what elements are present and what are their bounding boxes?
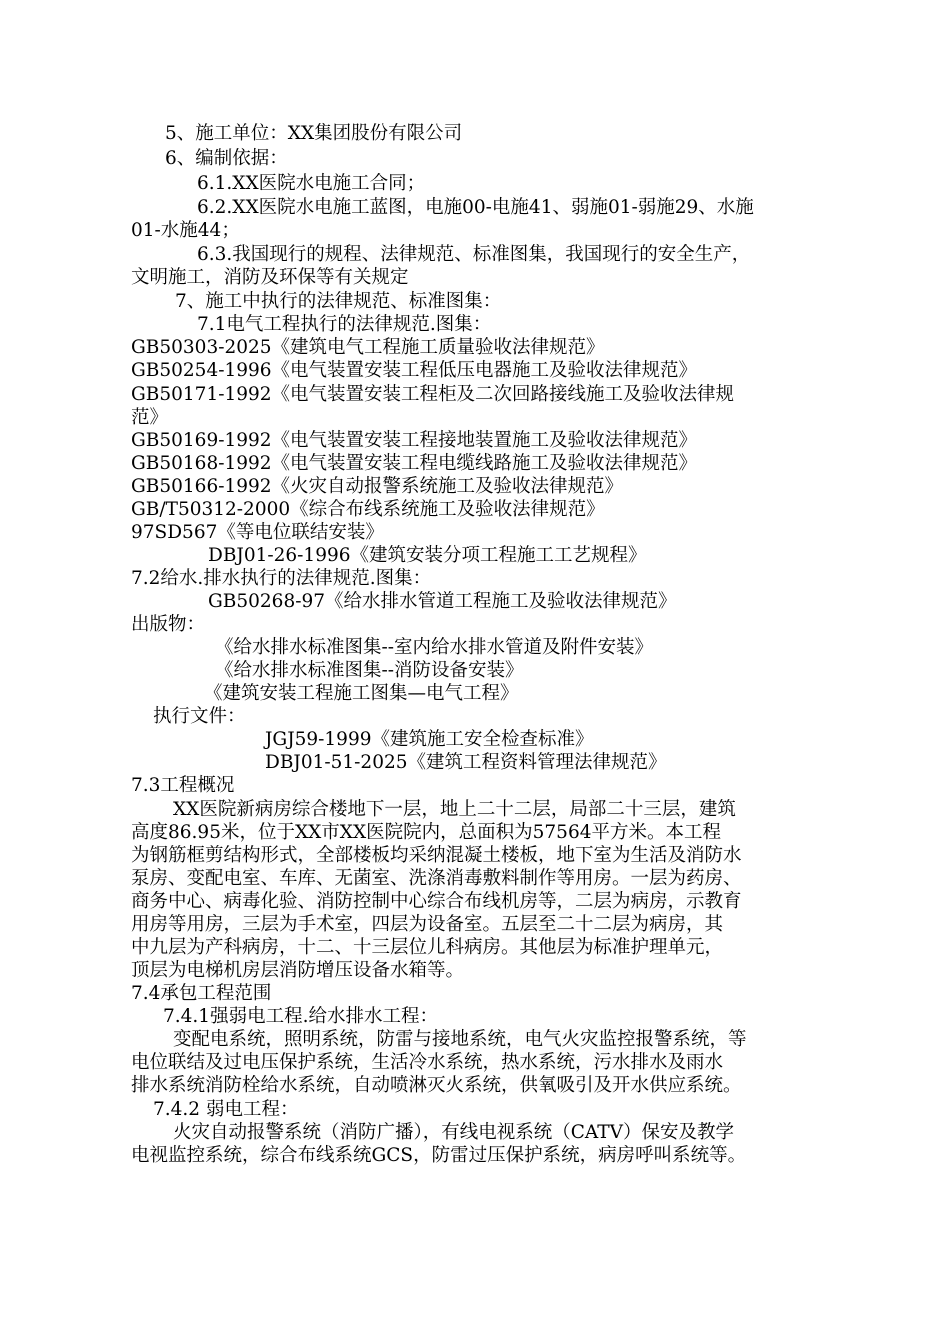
standard-item: DBJ01-26-1996《建筑安装分项工程施工工艺规程》 xyxy=(208,545,647,566)
document-item: DBJ01-51-2025《建筑工程资料管理法律规范》 xyxy=(265,752,667,773)
scope-text: 电位联结及过电压保护系统，生活冷水系统，热水系统，污水排水及雨水 xyxy=(131,1052,724,1073)
heading-executive-docs: 执行文件： xyxy=(153,706,246,727)
subheading-water: 7.2给水.排水执行的法律规范.图集： xyxy=(131,568,432,589)
standard-item: GB50166-1992《火灾自动报警系统施工及验收法律规范》 xyxy=(131,476,624,497)
standard-item-cont: 范》 xyxy=(131,407,169,428)
overview-text: 高度86.95米，位于XX市XX医院院内，总面积为57564平方米。本工程 xyxy=(131,822,721,843)
standard-item: GB50254-1996《电气装置安装工程低压电器施工及验收法律规范》 xyxy=(131,360,698,381)
standard-item: 97SD567《等电位联结安装》 xyxy=(131,522,384,543)
overview-text: 商务中心、病毒化验、消防控制中心综合布线机房等，二层为病房，示教育 xyxy=(131,891,742,912)
basis-item-cont: 01-水施44； xyxy=(131,220,240,241)
overview-text: 顶层为电梯机房层消防增压设备水箱等。 xyxy=(131,960,465,981)
basis-item: 6.1.XX医院水电施工合同； xyxy=(197,173,426,194)
subheading-weak-current: 7.4.2 弱电工程： xyxy=(153,1099,299,1120)
standard-item: GB50168-1992《电气装置安装工程电缆线路施工及验收法律规范》 xyxy=(131,453,698,474)
basis-item-cont: 文明施工，消防及环保等有关规定 xyxy=(131,267,409,288)
subheading-scope: 7.4.1强弱电工程.给水排水工程： xyxy=(163,1006,438,1027)
heading-overview: 7.3工程概况 xyxy=(131,775,235,796)
standard-item: GB50169-1992《电气装置安装工程接地装置施工及验收法律规范》 xyxy=(131,430,698,451)
overview-text: XX医院新病房综合楼地下一层，地上二十二层，局部二十三层，建筑 xyxy=(173,799,736,820)
overview-text: 泵房、变配电室、车库、无菌室、洗涤消毒敷料制作等用房。一层为药房、 xyxy=(131,868,742,889)
basis-item: 6.2.XX医院水电施工蓝图，电施00-电施41、弱施01-弱施29、水施 xyxy=(197,197,754,218)
publication-item: 《给水排水标准图集--消防设备安装》 xyxy=(215,660,524,681)
subheading-electrical: 7.1电气工程执行的法律规范.图集： xyxy=(197,314,492,335)
basis-item: 6.3.我国现行的规程、法律规范、标准图集，我国现行的安全生产， xyxy=(197,244,751,265)
overview-text: 中九层为产科病房，十二、十三层位儿科病房。其他层为标准护理单元， xyxy=(131,937,724,958)
scope-text: 电视监控系统，综合布线系统GCS，防雷过压保护系统，病房呼叫系统等。 xyxy=(131,1145,747,1166)
scope-text: 变配电系统，照明系统，防雷与接地系统，电气火灾监控报警系统，等 xyxy=(173,1029,747,1050)
standard-item: GB50268-97《给水排水管道工程施工及验收法律规范》 xyxy=(208,591,677,612)
scope-text: 排水系统消防栓给水系统，自动喷淋灭火系统，供氧吸引及开水供应系统。 xyxy=(131,1075,742,1096)
standard-item: GB50303-2025《建筑电气工程施工质量验收法律规范》 xyxy=(131,337,605,358)
heading-standards: 7、施工中执行的法律规范、标准图集： xyxy=(175,291,502,312)
heading-publications: 出版物： xyxy=(131,614,206,635)
overview-text: 为钢筋框剪结构形式，全部楼板均采纳混凝土楼板，地下室为生活及消防水 xyxy=(131,845,742,866)
standard-item: GB50171-1992《电气装置安装工程柜及二次回路接线施工及验收法律规 xyxy=(131,384,735,405)
heading-basis: 6、编制依据： xyxy=(165,148,288,169)
overview-text: 用房等用房，三层为手术室，四层为设备室。五层至二十二层为病房，其 xyxy=(131,914,724,935)
document-item: JGJ59-1999《建筑施工安全检查标准》 xyxy=(265,729,594,750)
standard-item: GB/T50312-2000《综合布线系统施工及验收法律规范》 xyxy=(131,499,605,520)
heading-scope: 7.4承包工程范围 xyxy=(131,983,272,1004)
publication-item: 《建筑安装工程施工图集—电气工程》 xyxy=(204,683,519,704)
publication-item: 《给水排水标准图集--室内给水排水管道及附件安装》 xyxy=(215,637,654,658)
item-construction-unit: 5、施工单位：XX集团股份有限公司 xyxy=(165,123,463,144)
scope-text: 火灾自动报警系统（消防广播），有线电视系统（CATV）保安及教学 xyxy=(173,1122,734,1143)
